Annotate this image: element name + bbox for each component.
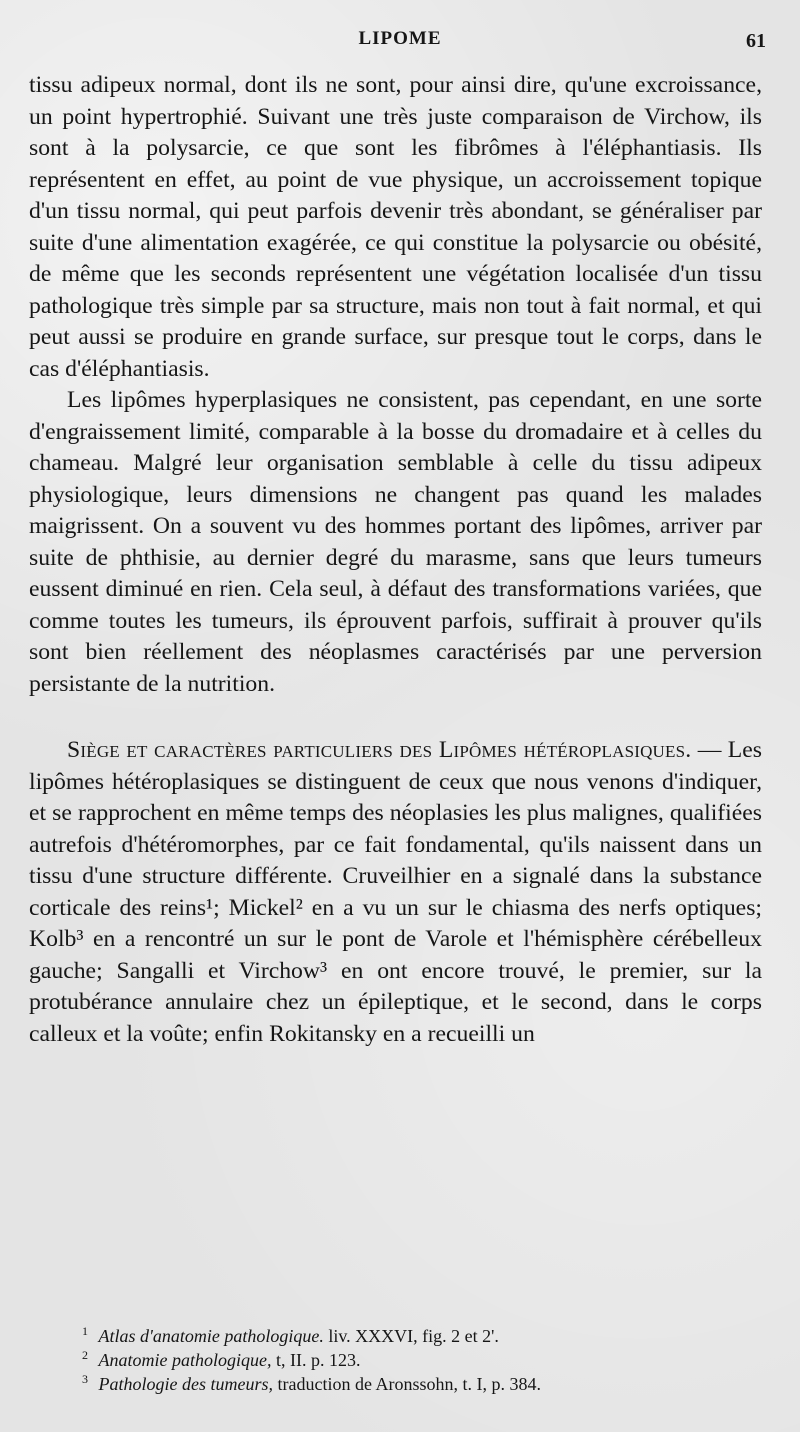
paragraph-hyperplastic-lipomas: Les lipômes hyperplasiques ne consistent, pas cependant, en une sorte d'engraissement limité, comparable à la bosse du dromadaire et à celles du chameau. Malgré leur organisation semblable à celle du tissu adipeux physiologique, leurs dimensions ne changent pas quand les malades maigrissent. On a souvent vu des hommes portant des lipômes, arriver par suite de phthisie, au dernier degré du marasme, sans que leurs tumeurs eussent diminué en rien. Cela seul, à défaut des transformations variées, que comme toutes les tumeurs, ils éprouvent parfois, suffirait à prouver qu'ils sont bien réellement des néoplasmes caractérisés par une perversion persistante de la nutrition. <box>29 387 762 697</box>
main-text <box>29 70 762 1050</box>
footnote-3-text: traduction de Aronssohn, t. I, p. 384. <box>272 1374 541 1394</box>
footnotes <box>82 1322 762 1394</box>
paragraph-heteroplastic-lipomas-text: — Les lipômes hétéroplasiques se distinguent de ceux que nous venons d'indiquer, et se rapprochent en même temps des néoplasies les plus malignes, qualifiées autrefois d'hétéromorphes, par ce fait fondamental, qu'ils naissent dans un tissu d'une structure différente. Cruveilhier en a signalé dans la substance corticale des reins¹; Mickel² en a vu un sur le chiasma des nerfs optiques; Kolb³ en a rencontré un sur le pont de Varole et l'hémisphère cérébelleux gauche; Sangalli et Virchow³ en ont encore trouvé, le premier, sur la protubérance annulaire chez un épileptique, et le second, dans le corps calleux et la voûte; enfin Rokitansky en a recueilli un <box>29 737 763 1047</box>
footnote-2-text: t, II. p. 123. <box>271 1350 361 1370</box>
footnote-1 <box>82 1322 762 1346</box>
footnote-2-title: Anatomie pathologique, <box>98 1350 272 1370</box>
footnote-3-number: 3 <box>82 1372 88 1386</box>
footnote-1-title: Atlas d'anatomie pathologique. <box>98 1326 324 1346</box>
page-header <box>0 28 800 58</box>
footnote-3 <box>82 1370 762 1394</box>
footnote-2-number: 2 <box>82 1348 88 1362</box>
paragraph-continuation: tissu adipeux normal, dont ils ne sont, pour ainsi dire, qu'une excroissance, un point hypertrophié. Suivant une très juste comparaison de Virchow, ils sont à la polysarcie, ce que sont les fibrômes à l'éléphantiasis. Ils représentent en effet, au point de vue physique, un accroissement topique d'un tissu normal, qui peut parfois devenir très abondant, se généraliser par suite d'une alimentation exagérée, ce qui constitue la polysarcie ou obésité, de même que les seconds représentent une végétation localisée d'un tissu pathologique très simple par sa structure, mais non tout à fait normal, et qui peut aussi se produire en grande surface, sur presque tout le corps, dans le cas d'éléphantiasis. <box>29 72 762 382</box>
running-head: LIPOME <box>358 28 442 49</box>
footnote-1-number: 1 <box>82 1324 88 1338</box>
footnote-2 <box>82 1346 762 1370</box>
footnote-1-text: liv. XXXVI, fig. 2 et 2'. <box>323 1326 499 1346</box>
footnote-3-title: Pathologie des tumeurs, <box>98 1374 273 1394</box>
paragraph-heteroplastic-lipomas <box>29 735 762 1050</box>
page-number: 61 <box>746 30 766 52</box>
section-spacer <box>29 700 762 735</box>
section-heading: Siège et caractères particuliers des Lipômes hétéroplasiques. <box>67 737 692 763</box>
